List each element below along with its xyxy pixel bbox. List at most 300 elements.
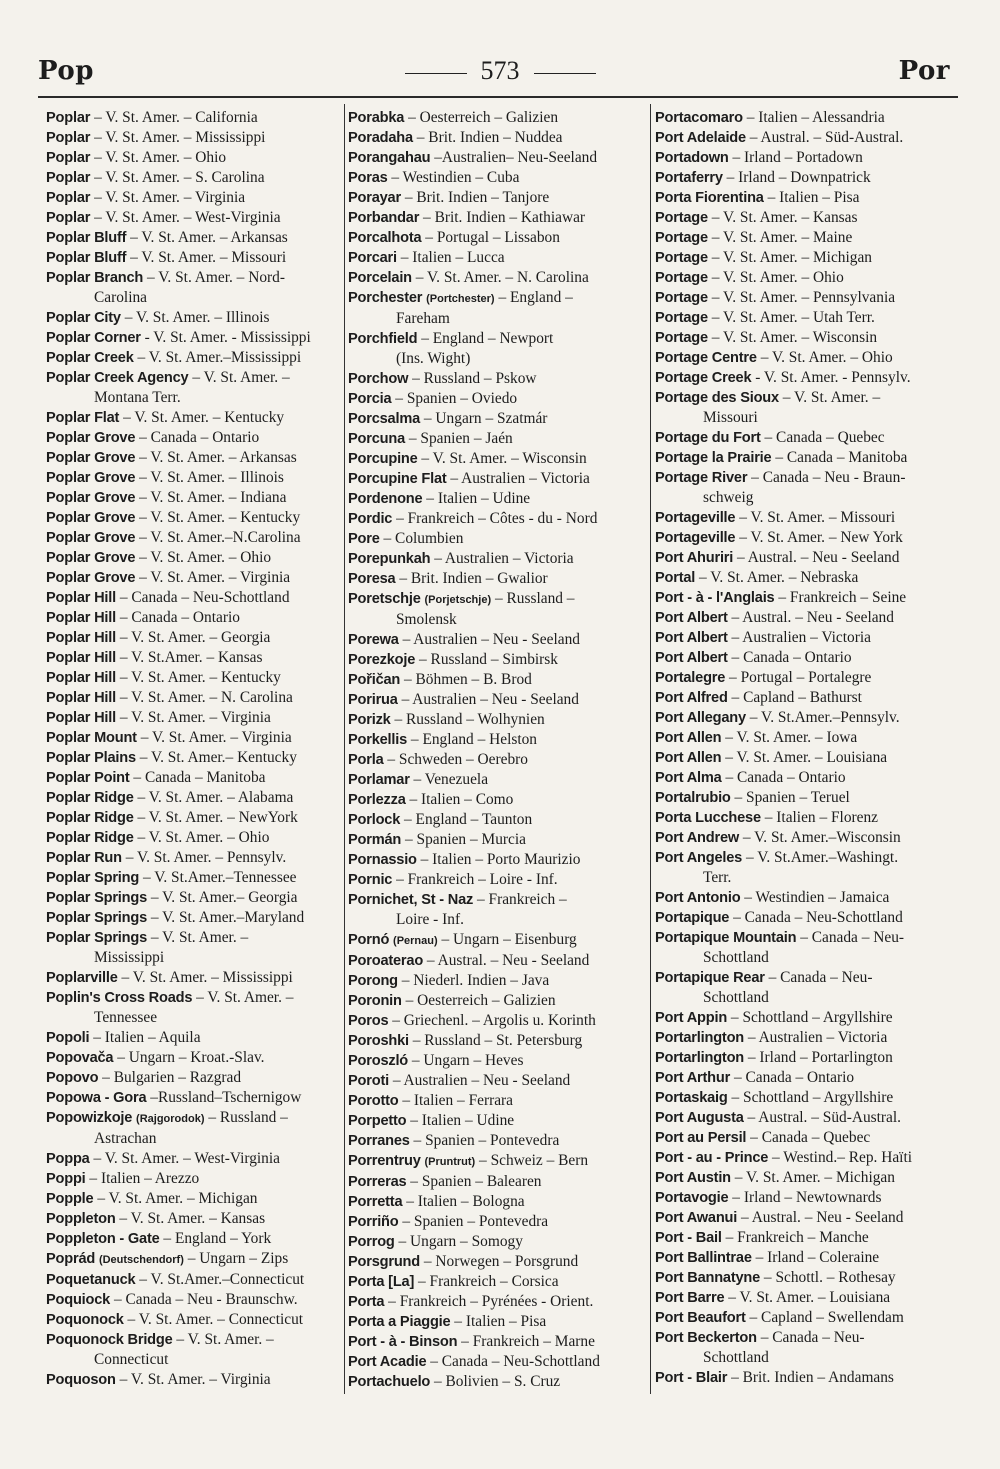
gazetteer-entry [348, 409, 648, 429]
entry-term: Poplar Ridge [46, 830, 134, 846]
entry-location: – Ungarn – Kroat.-Slav. [117, 1049, 265, 1066]
entry-location: – Brit. Indien – Kathiawar [423, 209, 586, 226]
gazetteer-entry [655, 248, 955, 268]
entry-location: – Brit. Indien – Nuddea [416, 129, 563, 146]
entry-location: – Russland – [494, 590, 575, 607]
entry-location: – Irland – Newtownards [732, 1189, 882, 1206]
gazetteer-entry [348, 650, 648, 670]
entry-location: – Austral. – Neu - Seeland [741, 1209, 904, 1226]
entry-term: Poplar Grove [46, 550, 136, 566]
gazetteer-entry [348, 971, 648, 991]
entry-location: – Spanien – Oviedo [395, 390, 518, 407]
entry-term: Porta Fiorentina [655, 190, 764, 206]
gazetteer-entry [348, 750, 648, 770]
entry-location: – V. St. Amer. – Wisconsin [711, 329, 878, 346]
entry-location: – V. St. Amer. – N. Carolina [119, 689, 293, 706]
entry-location: – Columbien [383, 530, 464, 547]
entry-term: Poprád [46, 1251, 96, 1267]
entry-term: Poplar Grove [46, 430, 136, 446]
entry-location: – Italien – Como [409, 791, 514, 808]
gazetteer-entry [348, 128, 648, 148]
entry-term: Poplar [46, 170, 91, 186]
entry-term: Poplar Bluff [46, 230, 127, 246]
gazetteer-entry [46, 488, 342, 508]
entry-location: – Russland – St. Petersburg [412, 1032, 583, 1049]
entry-continuation: Astrachan [94, 1130, 157, 1147]
gazetteer-entry [46, 1068, 342, 1088]
entry-term: Poplar [46, 130, 91, 146]
entry-location: – Schweiz – Bern [479, 1152, 589, 1169]
entry-term: Pornichet, St - Naz [348, 892, 474, 908]
gazetteer-entry [655, 1168, 955, 1188]
entry-location: – Spanien – Pontevedra [413, 1132, 560, 1149]
gazetteer-entry [348, 1151, 648, 1172]
gazetteer-entry [46, 768, 342, 788]
gazetteer-entry [655, 568, 955, 588]
entry-location: – Brit. Indien – Gwalior [399, 570, 548, 587]
entry-location: – Canada – Neu- [760, 1329, 865, 1346]
gazetteer-entry [46, 668, 342, 688]
gazetteer-entry [655, 368, 955, 388]
gazetteer-entry [655, 708, 955, 728]
gazetteer-entry [348, 1332, 648, 1352]
entry-term: Poretschje [348, 591, 421, 607]
gazetteer-entry [348, 489, 648, 509]
gazetteer-entry [348, 850, 648, 870]
entry-location: – Austral. – Neu - Seeland [731, 609, 894, 626]
entry-location: – Frankreich – Pyrénées - Orient. [388, 1293, 594, 1310]
entry-location: – V. St. Amer. – Arkansas [139, 449, 297, 466]
gazetteer-entry [655, 888, 955, 908]
entry-term: Port - à - l'Anglais [655, 590, 775, 606]
entry-continuation: (Ins. Wight) [396, 350, 471, 367]
gazetteer-entry [655, 1228, 955, 1248]
gazetteer-entry [655, 448, 955, 468]
gazetteer-entry [46, 248, 342, 268]
gazetteer-entry [46, 1330, 342, 1370]
gazetteer-entry [655, 468, 955, 508]
entry-location: – Capland – Bathurst [731, 689, 862, 706]
entry-location: – V. St. Amer. – [150, 929, 249, 946]
entry-location: – V. St. Amer. – Nord- [147, 269, 285, 286]
entry-term: Poplar Grove [46, 490, 136, 506]
gazetteer-entry [46, 968, 342, 988]
entry-term: Pořičan [348, 672, 401, 688]
entry-location: – V. St. Amer. – Ohio [94, 149, 227, 166]
entry-term: Port Appin [655, 1010, 728, 1026]
entry-term: Porlezza [348, 792, 406, 808]
entry-term: Poplar Hill [46, 670, 116, 686]
gazetteer-entry [348, 1232, 648, 1252]
entry-term: Portapique Mountain [655, 930, 797, 946]
entry-continuation: Mississippi [94, 949, 165, 966]
gazetteer-entry [655, 848, 955, 888]
gazetteer-entry [348, 268, 648, 288]
entry-location: – V. St. Amer. – Illinois [139, 469, 284, 486]
entry-location: – V. St. Amer. – Michigan [734, 1169, 895, 1186]
entry-term: Porchfield [348, 331, 418, 347]
entry-continuation: Loire - Inf. [396, 911, 464, 928]
gazetteer-entry [46, 448, 342, 468]
entry-location: – V. St. Amer. – Kansas [119, 1210, 266, 1227]
entry-term: Port Beckerton [655, 1330, 757, 1346]
gazetteer-entry [46, 1270, 342, 1290]
entry-term: Porangahau [348, 150, 431, 166]
entry-location: – England – Newport [421, 330, 554, 347]
entry-alt-name: (Deutschendorf) [98, 1254, 184, 1266]
entry-location: – V. St. Amer. – Indiana [139, 489, 287, 506]
entry-location: – Canada – Ontario [119, 609, 240, 626]
gazetteer-entry [348, 329, 648, 369]
gazetteer-entry [46, 1048, 342, 1068]
gazetteer-entry [655, 1108, 955, 1128]
entry-term: Port Adelaide [655, 130, 746, 146]
entry-location: – V. St. Amer. – Illinois [124, 309, 270, 326]
entry-location: – V. St. Amer.–Wisconsin [742, 829, 901, 846]
entry-location: – Frankreich – Manche [725, 1229, 869, 1246]
entry-term: Portavogie [655, 1190, 729, 1206]
entry-term: Portage du Fort [655, 430, 761, 446]
entry-location: – V. St. Amer. – Michigan [97, 1190, 258, 1207]
entry-location: – Canada – Neu- [768, 969, 873, 986]
entry-location: – Australien – Neu - Seeland [392, 1072, 571, 1089]
entry-location: – Russland – Wolhynien [394, 711, 545, 728]
entry-location: – Venezuela [413, 771, 489, 788]
entry-term: Port Ballintrae [655, 1250, 752, 1266]
entry-term: Port Allen [655, 750, 722, 766]
gazetteer-entry [655, 688, 955, 708]
entry-location: – V. St. Amer. – Mississippi [121, 969, 293, 986]
gazetteer-entry [46, 568, 342, 588]
gazetteer-entry [655, 528, 955, 548]
entry-term: Portaferry [655, 170, 723, 186]
gazetteer-entry [655, 1208, 955, 1228]
entry-term: Porsgrund [348, 1254, 420, 1270]
entry-term: Portapique [655, 910, 730, 926]
entry-location: – V. St. Amer. – Virginia [140, 729, 292, 746]
entry-term: Popovača [46, 1050, 114, 1066]
entry-term: Poplar Creek Agency [46, 370, 189, 386]
entry-location: – V. St. Amer.– Kentucky [139, 749, 297, 766]
entry-location: – V. St. Amer.–N.Carolina [139, 529, 301, 546]
gazetteer-entry [348, 1292, 648, 1312]
gazetteer-entry [46, 508, 342, 528]
entry-location: – Italien – Ferrara [402, 1092, 514, 1109]
entry-term: Poplar Hill [46, 630, 116, 646]
gazetteer-entry [655, 748, 955, 768]
gazetteer-entry [348, 790, 648, 810]
entry-location: – V. St. Amer. – N. Carolina [415, 269, 589, 286]
entry-term: Port Arthur [655, 1070, 731, 1086]
gazetteer-entry [46, 588, 342, 608]
entry-location: – V. St. Amer. – Virginia [119, 709, 271, 726]
gazetteer-entry [348, 369, 648, 389]
gazetteer-entry [348, 569, 648, 589]
entry-term: Porepunkah [348, 551, 431, 567]
entry-location: – Italien – Aquila [93, 1029, 201, 1046]
entry-location: – V. St. Amer.–Maryland [150, 909, 305, 926]
gazetteer-entry [348, 1091, 648, 1111]
gazetteer-entry [655, 328, 955, 348]
gazetteer-entry [655, 808, 955, 828]
entry-location: – Italien – Bologna [406, 1193, 525, 1210]
gazetteer-entry [655, 1148, 955, 1168]
entry-location: – Italien – Porto Maurizio [420, 851, 581, 868]
entry-term: Poplar Grove [46, 510, 136, 526]
entry-term: Porcari [348, 250, 397, 266]
entry-continuation: Smolensk [396, 611, 457, 628]
entry-location: – Spanien – Teruel [734, 789, 850, 806]
gazetteer-entry [348, 1312, 648, 1332]
entry-term: Poplar Branch [46, 270, 144, 286]
gazetteer-entry [46, 148, 342, 168]
gazetteer-entry [46, 868, 342, 888]
entry-term: Port - Blair [655, 1370, 728, 1386]
entry-term: Porretta [348, 1194, 403, 1210]
entry-location: – V. St. Amer. – Iowa [725, 729, 858, 746]
entry-term: Poplar City [46, 310, 121, 326]
entry-location: – V. St. Amer. – Michigan [711, 249, 872, 266]
gazetteer-entry [46, 988, 342, 1028]
gazetteer-entry [46, 428, 342, 448]
entry-term: Portage [655, 330, 708, 346]
entry-term: Poplar Grove [46, 470, 136, 486]
entry-location: – England – Taunton [404, 811, 533, 828]
entry-location: – Canada – Ontario [139, 429, 260, 446]
gazetteer-entry [655, 628, 955, 648]
entry-location: – V. St. Amer. – Wisconsin [421, 450, 587, 467]
entry-term: Portage River [655, 470, 748, 486]
entry-location: – Canada – Neu - Braun- [751, 469, 906, 486]
gazetteer-entry [655, 288, 955, 308]
gazetteer-entry [348, 670, 648, 690]
gazetteer-entry [46, 928, 342, 968]
entry-location: – V. St. Amer. – West-Virginia [94, 209, 281, 226]
entry-term: Poplar Hill [46, 650, 116, 666]
entry-term: Porezkoje [348, 652, 416, 668]
entry-term: Porong [348, 973, 398, 989]
gazetteer-entry [46, 328, 342, 348]
entry-location: – Italien – Pisa [454, 1313, 547, 1330]
entry-location: – Westind.– Rep. Haïti [772, 1149, 913, 1166]
entry-location: – V. St. Amer. – New York [739, 529, 903, 546]
gazetteer-entry [348, 389, 648, 409]
gazetteer-entry [655, 1068, 955, 1088]
entry-term: Poquonock [46, 1312, 124, 1328]
entry-term: Poronin [348, 993, 402, 1009]
entry-continuation: Schottland [703, 1349, 769, 1366]
header-rule [38, 96, 958, 98]
entry-location: – Canada – Neu-Schottland [733, 909, 903, 926]
entry-term: Portarlington [655, 1050, 745, 1066]
column-divider-2 [650, 104, 651, 1394]
entry-location: – V. St. Amer. – Pennsylv. [125, 849, 287, 866]
entry-term: Port - au - Prince [655, 1150, 769, 1166]
gazetteer-entry [348, 810, 648, 830]
gazetteer-entry [348, 1031, 648, 1051]
entry-term: Popple [46, 1191, 94, 1207]
gazetteer-entry [348, 549, 648, 569]
entry-term: Porcalhota [348, 230, 422, 246]
entry-term: Popoli [46, 1030, 90, 1046]
entry-term: Portachuelo [348, 1374, 431, 1390]
entry-location: – Griechenl. – Argolis u. Korinth [392, 1012, 596, 1029]
entry-term: Porta [348, 1294, 385, 1310]
entry-term: Poplar Hill [46, 610, 116, 626]
entry-location: – Frankreich – Marne [461, 1333, 595, 1350]
entry-term: Popowizkoje [46, 1110, 133, 1126]
gazetteer-entry [655, 188, 955, 208]
entry-term: Porta a Piaggie [348, 1314, 451, 1330]
gazetteer-entry [46, 688, 342, 708]
gazetteer-entry [655, 968, 955, 1008]
entry-location: – Portugal – Lissabon [425, 229, 560, 246]
column-divider-1 [344, 104, 345, 1394]
entry-term: Portage [655, 230, 708, 246]
entry-location: – Schottland – Argyllshire [730, 1009, 893, 1026]
gazetteer-entry [46, 628, 342, 648]
entry-term: Portadown [655, 150, 729, 166]
entry-term: Porizk [348, 712, 391, 728]
gazetteer-entry [46, 1370, 342, 1390]
gazetteer-entry [348, 890, 648, 930]
gazetteer-entry [46, 468, 342, 488]
entry-location: – Frankreich – Côtes - du - Nord [396, 510, 598, 527]
entry-location: – Spanien – Murcia [405, 831, 526, 848]
entry-location: – Australien – Neu - Seeland [401, 691, 579, 708]
entry-continuation: Tennessee [94, 1009, 158, 1026]
gazetteer-entry [655, 928, 955, 968]
gazetteer-entry [46, 228, 342, 248]
entry-location: – Schottl. – Rothesay [763, 1269, 896, 1286]
column-1 [46, 108, 342, 1390]
column-3 [655, 108, 955, 1388]
entry-term: Porcia [348, 391, 392, 407]
entry-term: Porriño [348, 1214, 399, 1230]
entry-alt-name: (Pruntrut) [424, 1156, 476, 1168]
entry-term: Porreras [348, 1174, 407, 1190]
entry-location: – Italien – Lucca [400, 249, 505, 266]
gazetteer-entry [348, 288, 648, 329]
gazetteer-entry [655, 1288, 955, 1308]
entry-location: – Niederl. Indien – Java [401, 972, 550, 989]
entry-location: – V. St. Amer. – Louisiana [725, 749, 888, 766]
entry-location: – V. St. Amer. – Louisiana [728, 1289, 891, 1306]
entry-term: Poppleton [46, 1211, 116, 1227]
entry-location: – Oesterreich – Galizien [408, 109, 559, 126]
entry-term: Poplar Mount [46, 730, 137, 746]
entry-location: – Canada – Neu-Schottland [430, 1353, 600, 1370]
entry-location: – Australien – Victoria [434, 550, 574, 567]
gazetteer-entry [46, 268, 342, 308]
entry-term: Porchow [348, 371, 409, 387]
entry-continuation: Missouri [703, 409, 758, 426]
entry-term: Poplar [46, 190, 91, 206]
entry-term: Port Austin [655, 1170, 731, 1186]
gazetteer-entry [655, 1008, 955, 1028]
gazetteer-entry [46, 188, 342, 208]
entry-term: Portage la Prairie [655, 450, 772, 466]
entry-continuation: Schottland [703, 949, 769, 966]
entry-term: Porta Lucchese [655, 810, 761, 826]
entry-location: – Canada – Manitoba [133, 769, 266, 786]
entry-term: Poplar Springs [46, 930, 147, 946]
entry-location: – Böhmen – B. Brod [404, 671, 532, 688]
gazetteer-entry [348, 208, 648, 228]
entry-term: Porta [La] [348, 1274, 415, 1290]
gazetteer-entry [348, 930, 648, 951]
entry-location: – V. St. Amer. – [192, 369, 290, 386]
gazetteer-entry [655, 208, 955, 228]
gazetteer-entry [46, 1209, 342, 1229]
entry-location: – V. St. Amer. – Kansas [711, 209, 858, 226]
entry-location: – Spanien – Pontevedra [402, 1213, 549, 1230]
gazetteer-entry [655, 1308, 955, 1328]
entry-term: Poplar Springs [46, 890, 147, 906]
entry-location: – Brit. Indien – Tanjore [404, 189, 550, 206]
entry-location: – Canada – Manitoba [775, 449, 908, 466]
gazetteer-entry [348, 1352, 648, 1372]
entry-location: – Frankreich – Corsica [417, 1273, 559, 1290]
gazetteer-entry [348, 710, 648, 730]
entry-location: – Canada – Ontario [731, 649, 852, 666]
entry-location: – V. St.Amer. – Kansas [119, 649, 263, 666]
entry-location: – V. St. Amer. – Virginia [119, 1371, 271, 1388]
entry-location: –Russland–Tschernigow [150, 1089, 302, 1106]
gazetteer-entry [655, 668, 955, 688]
entry-continuation: Montana Terr. [94, 389, 181, 406]
entry-location: – Australien – Victoria [747, 1029, 888, 1046]
gazetteer-entry [46, 1108, 342, 1149]
entry-term: Poplar Spring [46, 870, 140, 886]
entry-term: Portage [655, 310, 708, 326]
gazetteer-entry [46, 728, 342, 748]
entry-alt-name: (Porjetschje) [424, 594, 492, 606]
entry-location: – V. St. Amer. – [196, 989, 294, 1006]
gazetteer-entry [46, 1249, 342, 1270]
entry-alt-name: (Portchester) [426, 293, 495, 305]
entry-location: – Canada – Neu-Schottland [119, 589, 290, 606]
column-2 [348, 108, 648, 1392]
entry-term: Port au Persil [655, 1130, 747, 1146]
gazetteer-entry [348, 248, 648, 268]
gazetteer-entry [655, 1368, 955, 1388]
gazetteer-entry [46, 168, 342, 188]
entry-location: – Ungarn – Eisenburg [441, 931, 577, 948]
gazetteer-entry [348, 630, 648, 650]
entry-location: – Spanien – Balearen [410, 1173, 542, 1190]
gazetteer-entry [348, 730, 648, 750]
entry-term: Porranes [348, 1133, 410, 1149]
entry-term: Poplar Corner [46, 330, 141, 346]
entry-location: – Canada – Ontario [725, 769, 846, 786]
entry-term: Poplar Springs [46, 910, 147, 926]
gazetteer-entry [46, 308, 342, 328]
gazetteer-entry [348, 1131, 648, 1151]
entry-location: – V. St. Amer. – Missouri [130, 249, 287, 266]
entry-term: Port Alfred [655, 690, 728, 706]
gazetteer-entry [348, 1172, 648, 1192]
entry-term: Porchester [348, 290, 423, 306]
entry-term: Porcupine Flat [348, 471, 447, 487]
gazetteer-entry [655, 1028, 955, 1048]
gazetteer-entry [46, 1028, 342, 1048]
entry-term: Portageville [655, 510, 736, 526]
gazetteer-entry [348, 589, 648, 630]
entry-term: Port Albert [655, 610, 728, 626]
entry-term: Port Barre [655, 1290, 725, 1306]
entry-term: Poplar [46, 110, 91, 126]
